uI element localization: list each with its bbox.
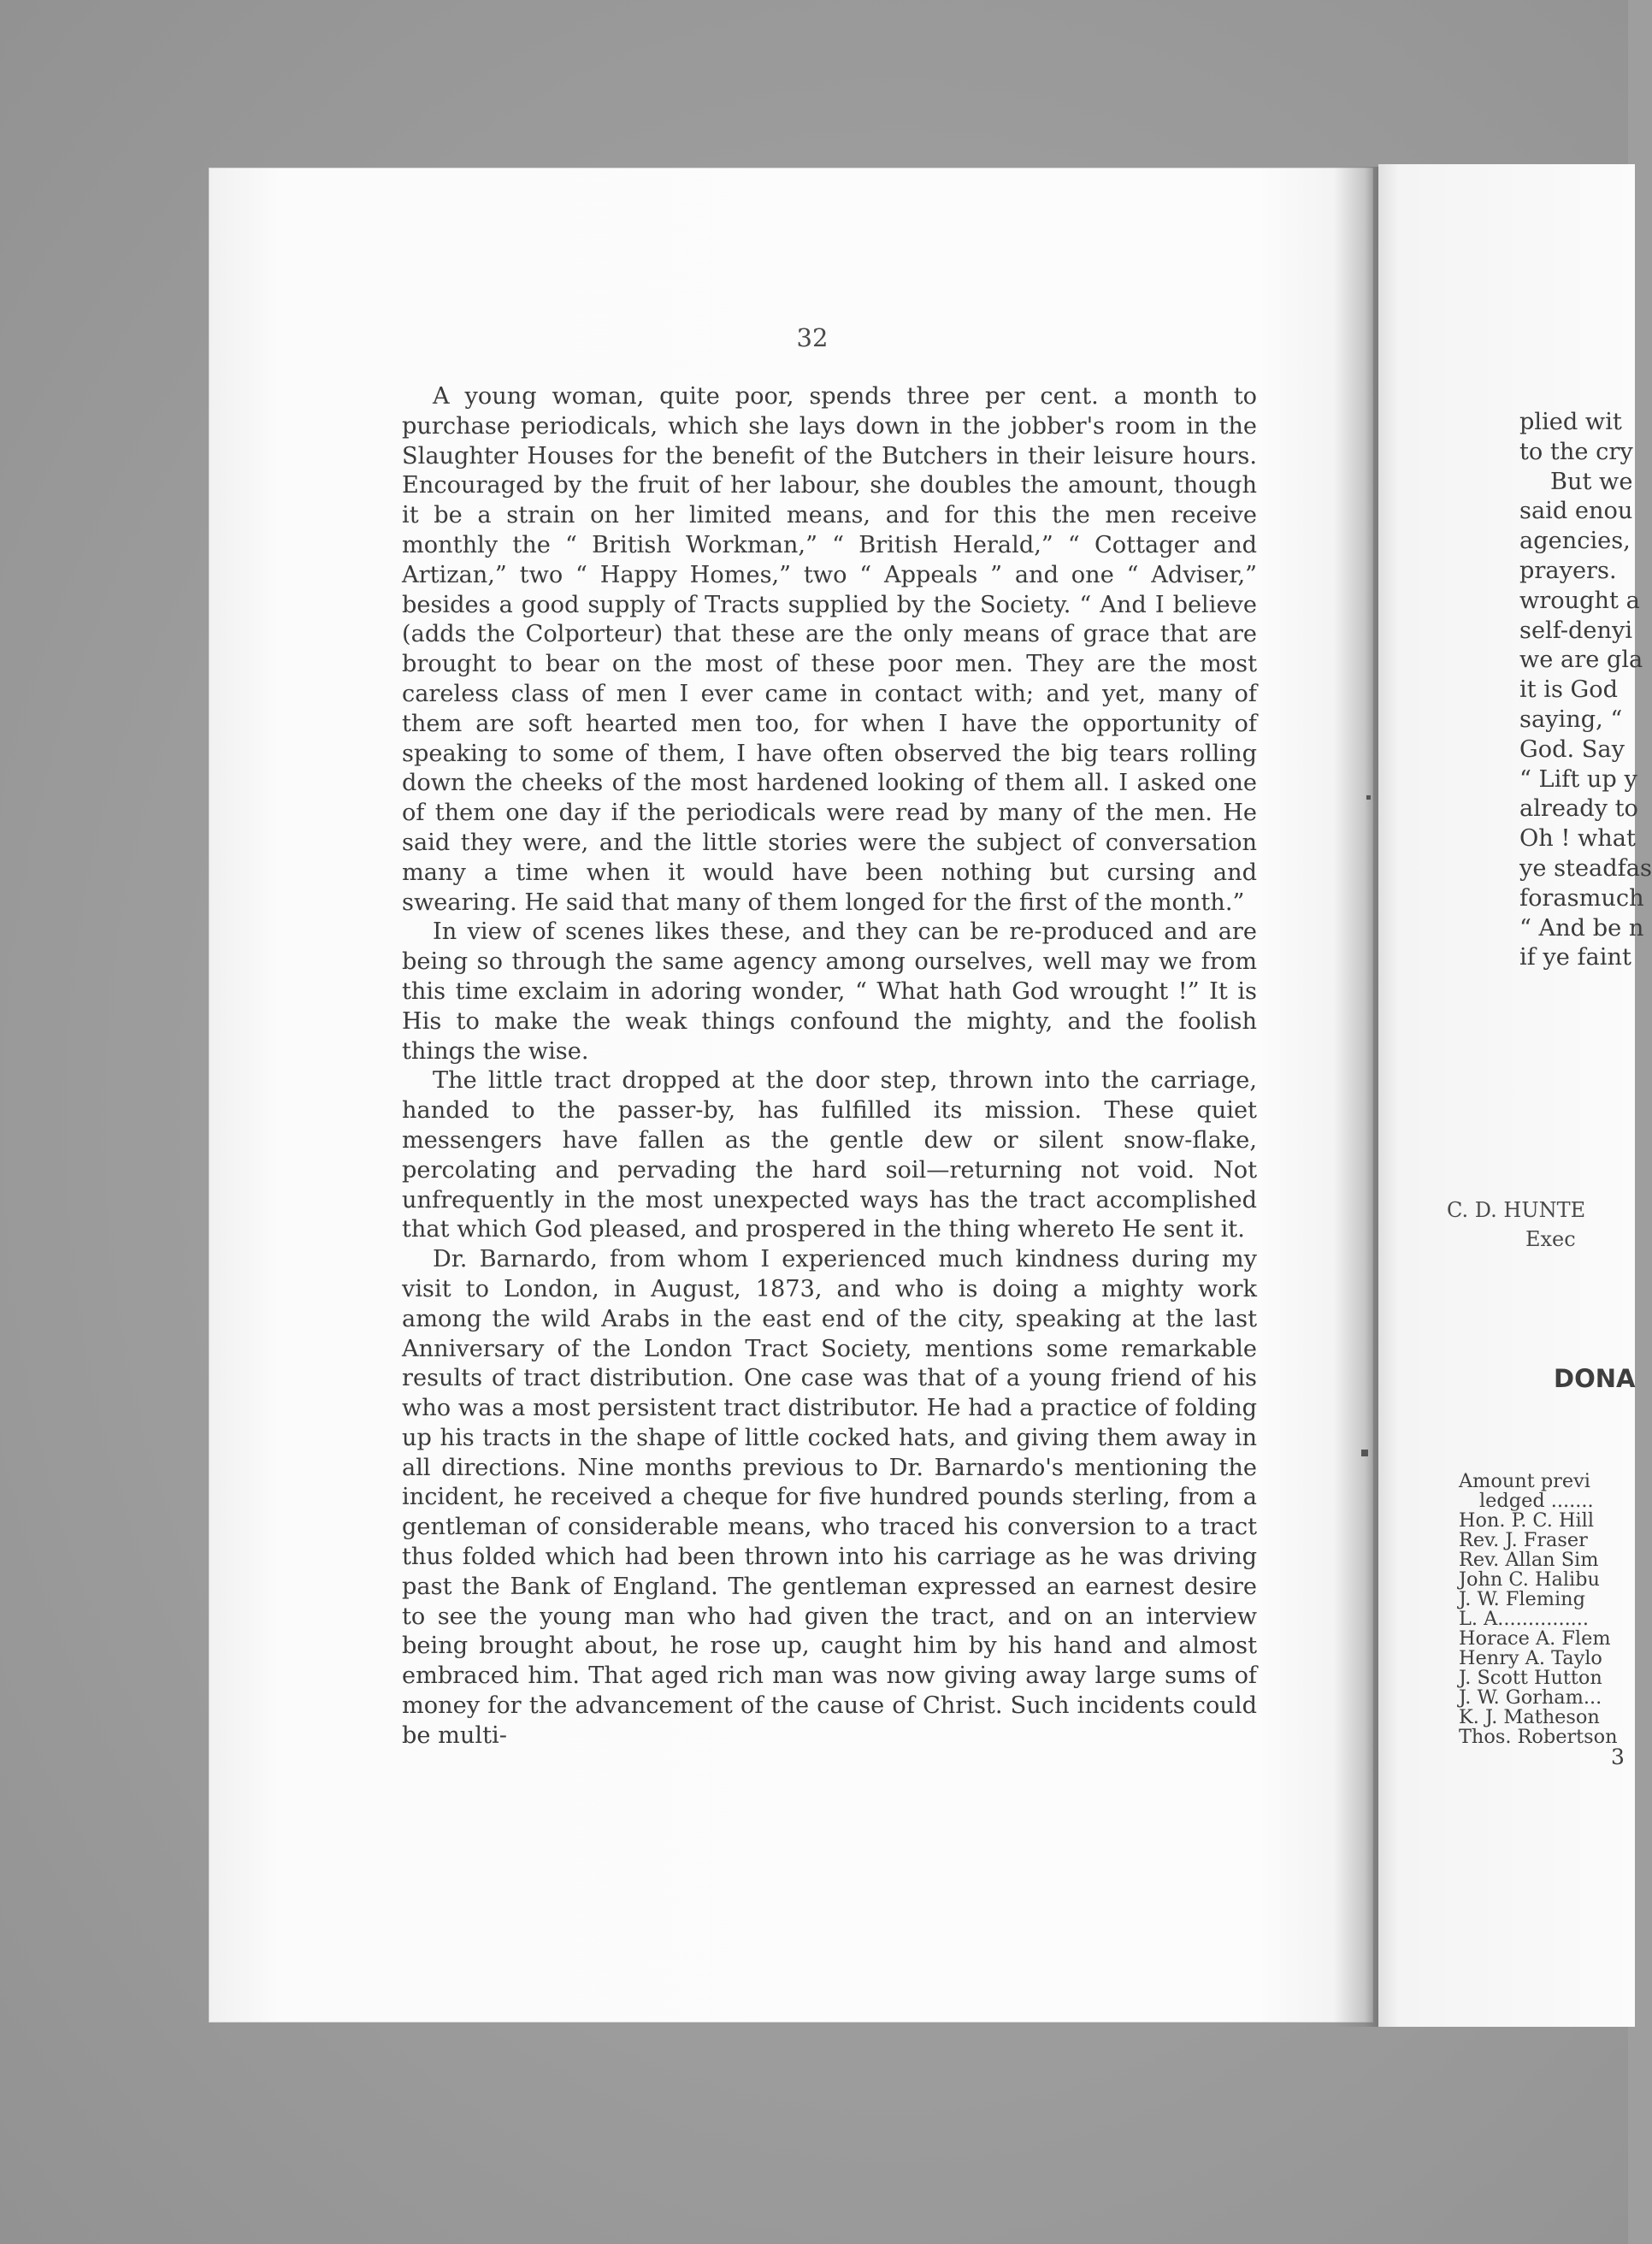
text-line: prayers. xyxy=(1519,557,1617,584)
signature-block xyxy=(1447,1196,1628,1254)
donations-heading: DONA xyxy=(1554,1364,1636,1393)
text-line: it is God xyxy=(1519,676,1619,704)
signature-title: Exec xyxy=(1525,1227,1576,1251)
signature-name: C. D. HUNTE xyxy=(1447,1198,1586,1222)
donation-total-fragment: 3 xyxy=(1611,1745,1625,1769)
binding-mark xyxy=(1361,1450,1368,1456)
paragraph: Dr. Barnardo, from whom I experienced much kindness during my visit to London, in August, 1873, and who is doing a mighty work among the wild Arabs in the east end of the city, speaking at the last Anniversary of the London Tract Society, mentions some remarkable results of tract distribution. One case was that of a young friend of his who was a most persistent tract distributor. He had a practice of folding up his tracts in the shape of little cocked hats, and giving them away in all directions. Nine months previous to Dr. Barnardo's mentioning the incident, he received a cheque for five hundred pounds sterling, from a gentleman of considerable means, who traced his conversion to a tract thus folded which had been thrown into his carriage as he was driving past the Bank of England. The gentleman expressed an earnest desire to see the young man who had given the tract, and on an interview being brought about, he rose up, caught him by his hand and almost embraced him. That aged rich man was now giving away large sums of money for the advancement of the cause of Christ. Such incidents could be multi- xyxy=(402,1246,1257,1749)
text-line: we are gla xyxy=(1519,647,1643,674)
text-line: said enou xyxy=(1519,498,1633,525)
right-page-column xyxy=(1519,408,1652,973)
binding-mark xyxy=(1366,795,1371,800)
donation-line: Hon. P. C. Hill xyxy=(1459,1509,1595,1532)
donation-line: K. J. Matheson xyxy=(1459,1706,1600,1728)
text-line: saying, “ xyxy=(1519,706,1623,733)
text-line: forasmuch xyxy=(1519,884,1644,912)
donation-line: L. A............... xyxy=(1459,1608,1590,1630)
donation-line: Thos. Robertson xyxy=(1459,1726,1618,1748)
text-line: agencies, xyxy=(1519,528,1631,555)
text-line: plied wit xyxy=(1519,409,1622,435)
text-line: Oh ! what xyxy=(1519,825,1636,853)
text-line: already to xyxy=(1519,795,1638,823)
text-line: ye steadfas xyxy=(1519,854,1652,882)
text-line: God. Say xyxy=(1519,735,1625,763)
text-line: self-denyi xyxy=(1519,617,1633,644)
donation-line: John C. Halibu xyxy=(1459,1568,1600,1591)
paragraph: A young woman, quite poor, spends three per cent. a month to purchase periodicals, which she lays down in the jobber's room in the Slaughter Houses for the benefit of the Butchers in their leisure hours. Encouraged by the fruit of her labour, she doubles the amount, though it be a strain on her limited means, and for this the men receive monthly the “ British Workman,” “ British Herald,” “ Cottager and Artizan,” two “ Happy Homes,” two “ Appeals ” and one “ Adviser,” besides a good supply of Tracts supplied by the Society. “ And I believe (adds the Colporteur) that these are the only means of grace that are brought to bear on the most of these poor men. They are the most careless class of men I ever came in contact with; and yet, many of them are soft hearted men too, for when I have the opportunity of speaking to some of them, I have often observed the big tears rolling down the cheeks of the most hardened looking of them all. I asked one of them one day if the periodicals were read by many of the men. He said they were, and the little stories were the subject of conversation many a time when it would have been nothing but cursing and swearing. He said that many of them longed for the first of the month.” xyxy=(402,383,1257,916)
donation-line: Henry A. Taylo xyxy=(1459,1647,1602,1669)
text-line: But we xyxy=(1550,468,1633,495)
left-page-body xyxy=(402,382,1257,1751)
donation-line: Horace A. Flem xyxy=(1459,1627,1611,1650)
text-line: “ And be n xyxy=(1519,914,1644,942)
book-gutter xyxy=(1334,167,1385,2027)
donation-line: Amount previ xyxy=(1459,1470,1590,1492)
text-line: “ Lift up y xyxy=(1519,765,1637,793)
donation-line: Rev. J. Fraser xyxy=(1459,1529,1588,1551)
paragraph: In view of scenes likes these, and they can be re-produced and are being so through the same agency among ourselves, well may we from this time exclaim in adoring wonder, “ What hath God wrought !” It is His to make the weak things confound the mighty, and the foolish things the wise. xyxy=(402,918,1257,1065)
page-number: 32 xyxy=(796,323,829,352)
donation-line: Rev. Allan Sim xyxy=(1459,1549,1599,1571)
text-line: wrought a xyxy=(1519,587,1640,614)
text-line: to the cry xyxy=(1519,438,1633,465)
donation-line: ledged ....... xyxy=(1479,1490,1594,1512)
donation-line: J. Scott Hutton xyxy=(1459,1667,1602,1689)
donations-list xyxy=(1459,1472,1628,1767)
donation-line: J. W. Gorham... xyxy=(1459,1686,1602,1709)
paragraph: The little tract dropped at the door step, thrown into the carriage, handed to the passer-by, has fulfilled its mission. These quiet messengers have fallen as the gentle dew or silent snow-flake, percolating and pervading the hard soil—returning not void. Not unfrequently in the most unexpected ways has the tract accomplished that which God pleased, and prospered in the thing whereto He sent it. xyxy=(402,1067,1257,1243)
text-line: if ye faint xyxy=(1519,944,1631,971)
donation-line: J. W. Fleming xyxy=(1459,1588,1585,1610)
